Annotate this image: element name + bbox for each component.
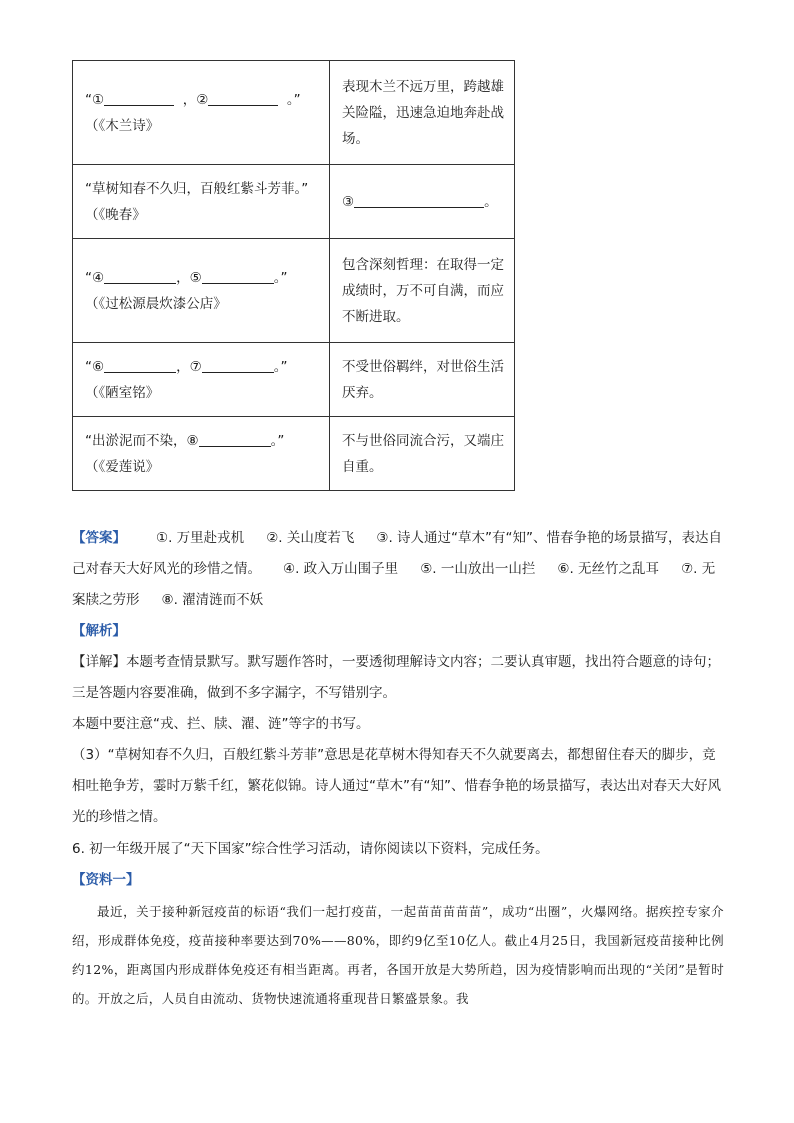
detail-text: 本题考查情景默写。默写题作答时，一要透彻理解诗文内容；二要认真审题，找出符合题意的诗句；三是答题内容要准确，做到不多字漏字，不写错别字。 xyxy=(72,654,720,701)
question-6-stem: 6. 初一年级开展了“天下国家”综合性学习活动，请你阅读以下资料，完成任务。 xyxy=(72,841,549,857)
material-tag: 【资料一】 xyxy=(72,872,140,888)
fill-blank[interactable] xyxy=(104,357,176,373)
table-cell-left: “④ ，⑤ 。” （《过松源晨炊漆公店》 xyxy=(73,239,330,343)
para3-paragraph: （3）“草树知春不久归，百般红紫斗芳菲”意思是花草树木得知春天不久就要离去，都想留住春天的脚步，竞相吐艳争芳，霎时万紫千红，繁花似锦。诗人通过“草木”有“知”、惜春争艳的场景描写，表达出对春天大好风光的珍惜之情。 xyxy=(72,747,721,825)
analysis-tag: 【解析】 xyxy=(72,623,126,639)
answer-item: ⑤. 一山放出一山拦 xyxy=(420,561,536,577)
answer-item: ④. 政入万山围子里 xyxy=(283,561,399,577)
table-cell-right: 包含深刻哲理：在取得一定成绩时，万不可自满，而应不断进取。 xyxy=(330,239,515,343)
table-row xyxy=(73,343,515,417)
table-row xyxy=(73,239,515,343)
fill-blank[interactable] xyxy=(202,357,274,373)
fill-blank[interactable] xyxy=(354,192,484,208)
table-cell-right: 不与世俗同流合污，又端庄自重。 xyxy=(330,417,515,491)
material-text: 最近，关于接种新冠疫苗的标语“我们一起打疫苗，一起苗苗苗苗苗”，成功“出圈”，火爆网络。据疾控专家介绍，形成群体免疫，疫苗接种率要达到70%——80%，即约9亿至10亿人。截止4月25日，我国新冠疫苗接种比例约12%，距离国内形成群体免疫还有相当距离。再者，各国开放是大势所趋，因为疫情影响而出现的“关闭”是暂时的。开放之后，人员自由流动、货物快速流通将重现昔日繁盛景象。我 xyxy=(72,904,724,1006)
table-cell-left: “① ，② 。” （《木兰诗》 xyxy=(73,61,330,165)
table-cell-left: “出淤泥而不染，⑧ 。” （《爱莲说》 xyxy=(73,417,330,491)
table-cell-right: 不受世俗羁绊，对世俗生活厌弃。 xyxy=(330,343,515,417)
answer-item: ⑧. 濯清涟而不妖 xyxy=(161,592,264,608)
answer-item: ③. 诗人通过“草木”有“知”、惜春争艳的场景描写，表达自己对春天大好风光的珍惜之情。 xyxy=(72,530,723,577)
answer-item: ①. 万里赴戎机 xyxy=(156,530,245,546)
answer-item: ⑦. 无案牍之劳形 xyxy=(72,561,716,608)
answer-item: ⑥. 无丝竹之乱耳 xyxy=(557,561,660,577)
table-cell-right: 表现木兰不远万里，跨越雄关险隘，迅速急迫地奔赴战场。 xyxy=(330,61,515,165)
table-cell-left: “⑥ ，⑦ 。” （《陋室铭》 xyxy=(73,343,330,417)
table-cell-left: “草树知春不久归，百般红紫斗芳菲。” （《晚春》 xyxy=(73,165,330,239)
answer-item: ②. 关山度若飞 xyxy=(266,530,355,546)
detail-tag: 【详解】 xyxy=(72,654,126,670)
table-cell-right: ③ 。 xyxy=(330,165,515,239)
table-row xyxy=(73,417,515,491)
fill-blank[interactable] xyxy=(104,90,174,106)
poem-table xyxy=(72,60,515,491)
material-tag-line xyxy=(72,865,724,896)
fill-blank[interactable] xyxy=(199,431,271,447)
answer-section xyxy=(72,523,724,616)
fill-blank[interactable] xyxy=(104,268,176,284)
detail-paragraph xyxy=(72,647,724,709)
fill-blank[interactable] xyxy=(208,90,278,106)
fill-blank[interactable] xyxy=(202,268,274,284)
analysis-tag-line xyxy=(72,616,724,647)
answer-tag: 【答案】 xyxy=(72,530,126,546)
table-row xyxy=(73,61,515,165)
table-row xyxy=(73,165,515,239)
note-line: 本题中要注意“戎、拦、牍、濯、涟”等字的书写。 xyxy=(72,716,370,732)
